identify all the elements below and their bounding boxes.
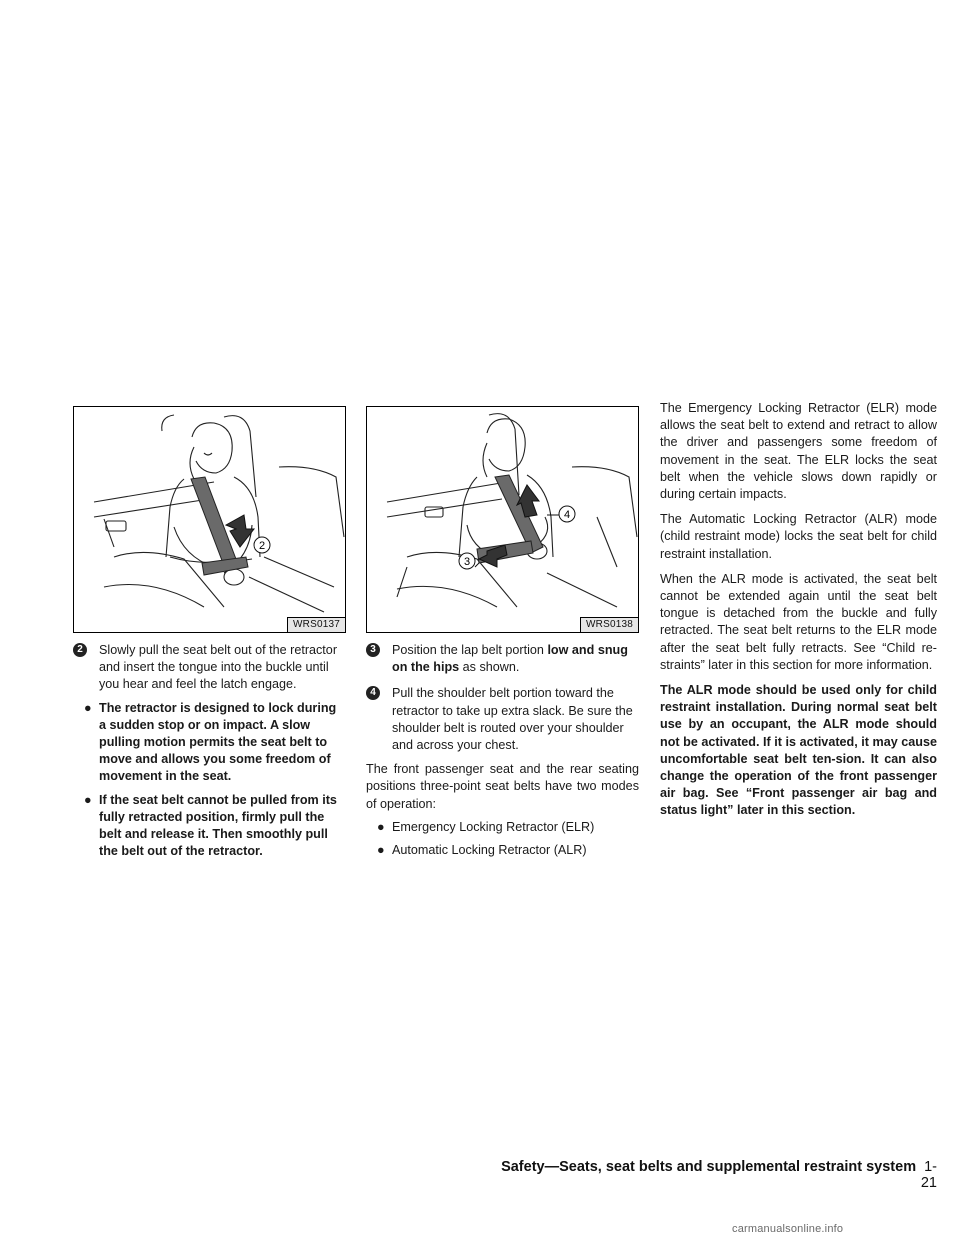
caution-bullets [73, 700, 346, 861]
bullet-dot: ● [84, 700, 92, 715]
bullet-dot: ● [84, 792, 92, 807]
callout-3: 3 [463, 556, 471, 568]
alr-warning: The ALR mode should be used only for child restraint installation. During normal seat belt use by an occupant, the ALR mode should not be activated. If it is activated, it may cause uncomfortable seat belt ten-sion. It can also change the operation of the front passenger air bag. See “Front passenger air bag and status light” later in this section. [660, 683, 937, 818]
figure-code-label: WRS0138 [580, 617, 638, 632]
figure-lap-shoulder [366, 406, 639, 633]
figure-code-label: WRS0137 [287, 617, 345, 632]
step-3 [366, 642, 639, 676]
modes-list [366, 819, 639, 859]
page-footer [500, 1159, 937, 1191]
step-3-emphasis: low and snug on the hips [392, 643, 628, 675]
mode-alr [366, 842, 639, 859]
step-3-text: Position the lap belt portion [392, 643, 548, 657]
bullet-retractor-lock [73, 700, 346, 786]
step-2-text: Slowly pull the seat belt out of the retractor and insert the tongue into the buckle until you hear and feel the latch engage. [99, 643, 338, 692]
mode-1-text: Emergency Locking Retractor (ELR) [392, 819, 595, 834]
alr-description: The Automatic Locking Retractor (ALR) mode (child restraint mode) locks the seat belt for child restraint installation. [660, 512, 937, 561]
elr-description: The Emergency Locking Retractor (ELR) mode allows the seat belt to extend and retract to allow the driver and passengers some freedom of movement in the seat. The ELR locks the seat belt when the vehicle slows down rapidly or during certain impacts. [660, 401, 937, 502]
callout-2: 2 [258, 540, 266, 552]
mode-2-text: Automatic Locking Retractor (ALR) [392, 843, 587, 858]
step-3-tail: as shown. [459, 660, 520, 675]
bullet-dot: ● [377, 843, 385, 858]
figure-buckle-insert [73, 406, 346, 633]
bullet-1-text: The retractor is designed to lock during a sudden stop or on impact. A slow pulling motion permits the seat belt to move and allows you some freedom of movement in the seat. [99, 700, 337, 784]
bullet-retracted-position [73, 792, 346, 861]
section-title: Safety—Seats, seat belts and supplemental restraint system [501, 1159, 917, 1175]
bullet-2-text: If the seat belt cannot be pulled from its fully retracted position, firmly pull the belt and release it. Then smoothly pull the belt out of the retractor. [99, 792, 337, 859]
seatbelt-illustration-1 [74, 407, 346, 633]
middle-column [366, 406, 639, 859]
bullet-dot: ● [377, 819, 385, 834]
callout-4: 4 [563, 509, 571, 521]
mode-elr [366, 819, 639, 836]
modes-intro: The front passenger seat and the rear seating positions three-point seat belts have two modes of operation: [366, 762, 639, 811]
page-number: 1-21 [920, 1159, 937, 1191]
seatbelt-illustration-2 [367, 407, 639, 633]
step-number-3: 3 [366, 643, 380, 657]
step-4 [366, 685, 639, 754]
right-column [660, 401, 937, 828]
alr-activation: When the ALR mode is activated, the seat belt cannot be extended again until the seat belt tongue is detached from the buckle and fully retracted. The seat belt returns to the ELR mode after the seat belt fully retracts. See “Child re-straints” later in this section for more information. [660, 571, 937, 672]
watermark: carmanualsonline.info [732, 1223, 844, 1235]
left-column [73, 406, 346, 860]
step-2 [73, 642, 346, 694]
step-number-2: 2 [73, 643, 87, 657]
step-4-text: Pull the shoulder belt portion toward the retractor to take up extra slack. Be sure the shoulder belt is routed over your shoulder and across your chest. [392, 686, 633, 753]
step-number-4: 4 [366, 686, 380, 700]
